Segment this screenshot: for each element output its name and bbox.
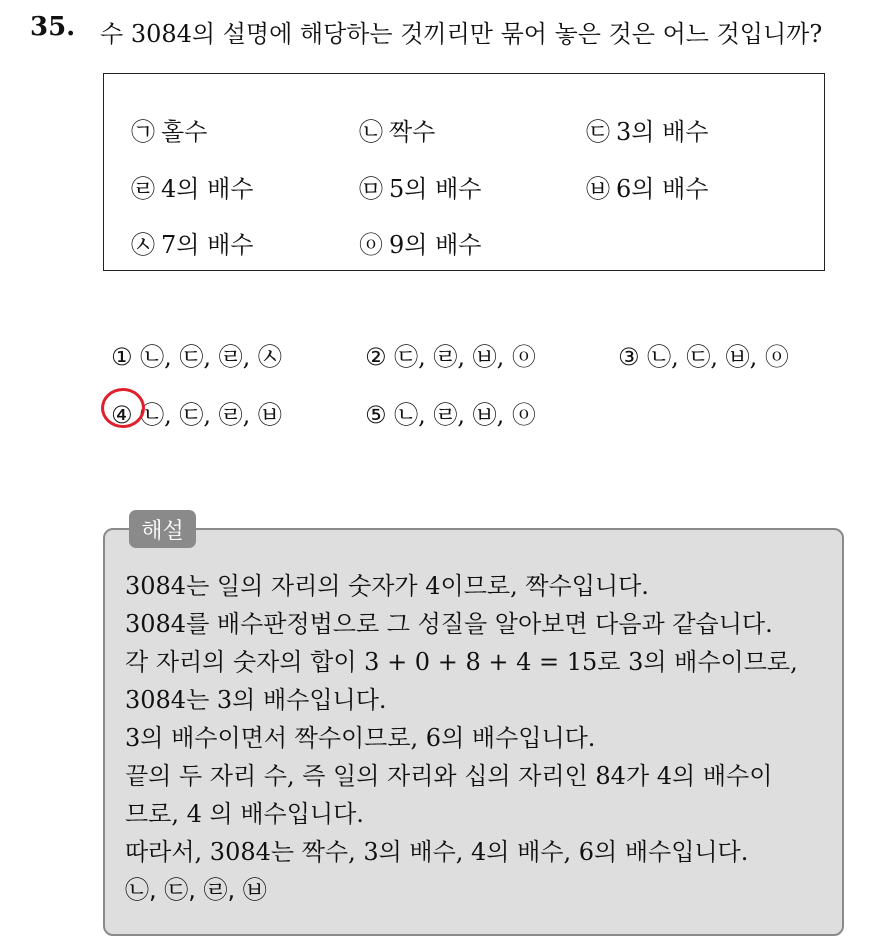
explanation-line: 3084는 일의 자리의 숫자가 4이므로, 짝수입니다. — [125, 572, 649, 600]
option-item — [359, 112, 435, 147]
choice-1[interactable] — [111, 337, 282, 372]
answer-selection-circle — [101, 388, 145, 428]
option-marker: ⓞ — [359, 231, 383, 259]
option-label: 4의 배수 — [161, 175, 254, 203]
option-marker: ㉤ — [359, 175, 383, 203]
choice-3[interactable] — [618, 337, 789, 372]
explanation-line: 따라서, 3084는 짝수, 3의 배수, 4의 배수, 6의 배수입니다. — [125, 838, 749, 866]
option-marker: ㉡ — [359, 118, 383, 146]
option-item — [586, 112, 708, 147]
choice-text: ㉢, ㉣, ㉥, ⓞ — [394, 343, 536, 371]
explanation-line: 3084는 3의 배수입니다. — [125, 686, 387, 714]
explanation-line: 므로, 4 의 배수입니다. — [125, 800, 364, 828]
choice-5[interactable] — [365, 395, 536, 430]
explanation-tag: 해설 — [129, 510, 196, 548]
option-item — [131, 225, 253, 260]
choice-text: ㉡, ㉢, ㉣, ㉦ — [140, 343, 282, 371]
explanation-line: 각 자리의 숫자의 합이 3 + 0 + 8 + 4 = 15로 3의 배수이므로, — [125, 648, 798, 676]
option-marker: ㉣ — [131, 175, 155, 203]
option-marker: ㉦ — [131, 231, 155, 259]
options-box — [103, 73, 825, 271]
option-marker: ㉠ — [131, 118, 155, 146]
explanation-line: 3의 배수이면서 짝수이므로, 6의 배수입니다. — [125, 724, 596, 752]
question-text: 수 3084의 설명에 해당하는 것끼리만 묶어 놓은 것은 어느 것입니까? — [100, 20, 823, 48]
option-item — [586, 169, 708, 204]
option-item — [359, 169, 481, 204]
choice-number: ② — [365, 343, 387, 371]
option-item — [359, 225, 481, 260]
option-item — [131, 169, 253, 204]
option-label: 6의 배수 — [616, 175, 709, 203]
option-label: 3의 배수 — [616, 118, 709, 146]
choice-number: ③ — [618, 343, 640, 371]
choice-number: ① — [111, 343, 133, 371]
choice-text: ㉡, ㉢, ㉣, ㉥ — [140, 401, 282, 429]
option-label: 짝수 — [389, 118, 436, 146]
choice-number: ⑤ — [365, 401, 387, 429]
choice-2[interactable] — [365, 337, 536, 372]
option-label: 9의 배수 — [389, 231, 482, 259]
explanation-answer: ㉡, ㉢, ㉣, ㉥ — [125, 876, 267, 904]
option-marker: ㉥ — [586, 175, 610, 203]
explanation-line: 3084를 배수판정법으로 그 성질을 알아보면 다음과 같습니다. — [125, 610, 773, 638]
choice-text: ㉡, ㉣, ㉥, ⓞ — [394, 401, 536, 429]
option-label: 홀수 — [161, 118, 208, 146]
option-label: 5의 배수 — [389, 175, 482, 203]
choice-text: ㉡, ㉢, ㉥, ⓞ — [647, 343, 789, 371]
option-item — [131, 112, 207, 147]
choice-number: ④ — [111, 401, 133, 429]
option-marker: ㉢ — [586, 118, 610, 146]
question-number: 35. — [30, 12, 76, 42]
option-label: 7의 배수 — [161, 231, 254, 259]
explanation-line: 끝의 두 자리 수, 즉 일의 자리와 십의 자리인 84가 4의 배수이 — [125, 762, 773, 790]
